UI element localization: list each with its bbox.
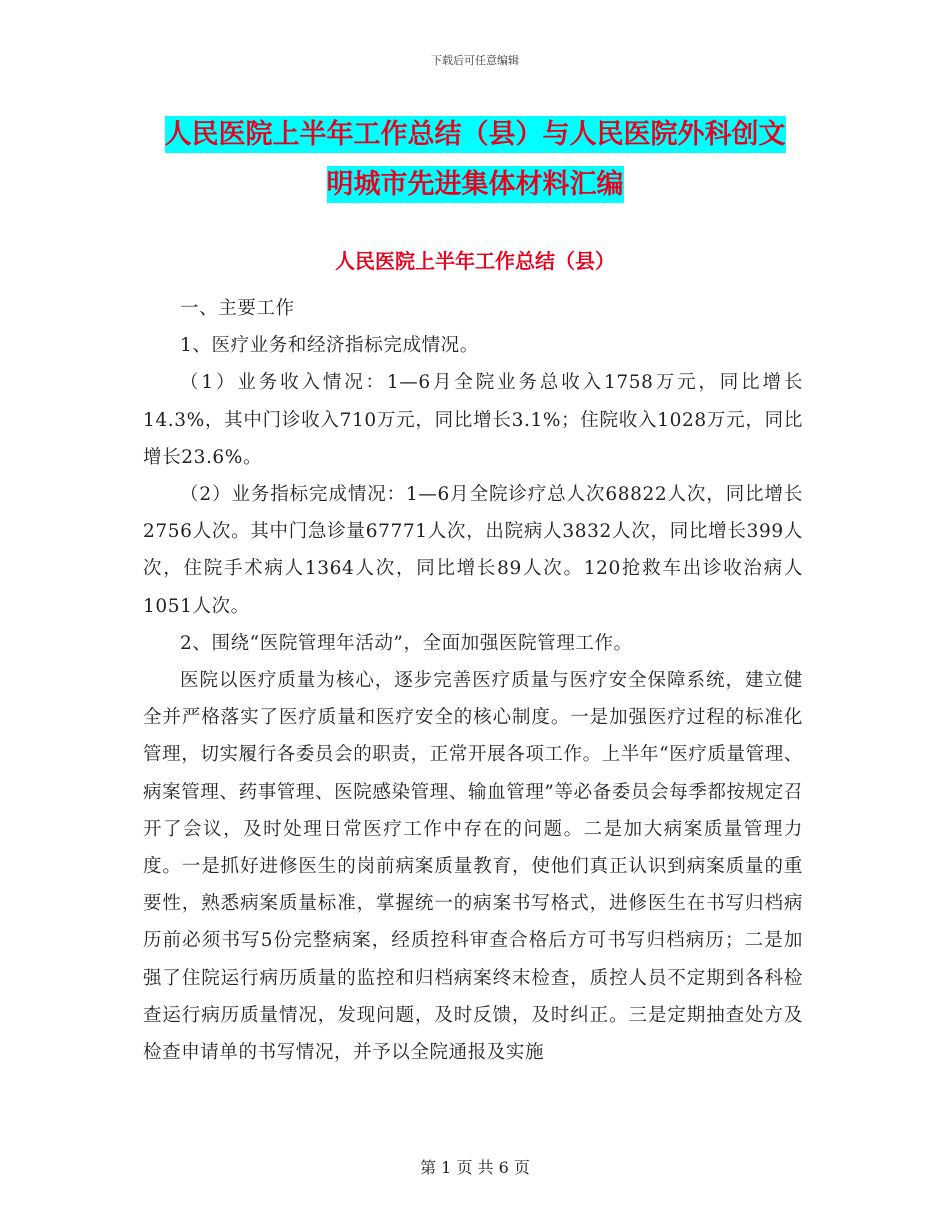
paragraph: （1）业务收入情况：1—6月全院业务总收入1758万元，同比增长14.3%，其中门诊收入710万元，同比增长3.1%；住院收入1028万元，同比增长23.6%。 (143, 372, 803, 468)
page-number: 第 1 页 共 6 页 (420, 1158, 530, 1177)
paragraph: 1、医疗业务和经济指标完成情况。 (180, 335, 479, 357)
document-title (0, 110, 950, 210)
body-text (143, 290, 803, 1071)
paragraph: 一、主要工作 (180, 298, 295, 319)
page-header-note: 下载后可任意编辑 (431, 54, 519, 67)
paragraph: 2、围绕“医院管理年活动”，全面加强医院管理工作。 (180, 632, 633, 654)
paragraph: 医院以医疗质量为核心，逐步完善医疗质量与医疗安全保障系统，建立健全并严格落实了医疗质量和医疗安全的核心制度。一是加强医疗过程的标准化管理，切实履行各委员会的职责，正常开展各项工作。上半年“医疗质量管理、病案管理、药事管理、医院感染管理、输血管理”等必备委员会每季都按规定召开了会议，及时处理日常医疗工作中存在的问题。二是加大病案质量管理力度。一是抓好进修医生的岗前病案质量教育，使他们真正认识到病案质量的重要性，熟悉病案质量标准，掌握统一的病案书写格式，进修医生在书写归档病历前必须书写5份完整病案，经质控科审查合格后方可书写归档病历；二是加强了住院运行病历质量的监控和归档病案终末检查，质控人员不定期到各科检查运行病历质量情况，发现问题，及时反馈，及时纠正。三是定期抽查处方及检查申请单的书写情况，并予以全院通报及实施 (143, 670, 803, 1064)
document-title-line-1: 人民医院上半年工作总结（县）与人民医院外科创文 (165, 116, 786, 153)
paragraph: （2）业务指标完成情况：1—6月全院诊疗总人次68822人次，同比增长2756人次。其中门急诊量67771人次，出院病人3832人次，同比增长399人次，住院手术病人1364人次，同比增长89人次。120抢救车出诊收治病人1051人次。 (143, 484, 803, 617)
document-title-line-2: 明城市先进集体材料汇编 (327, 166, 624, 203)
section-title: 人民医院上半年工作总结（县） (335, 249, 615, 273)
